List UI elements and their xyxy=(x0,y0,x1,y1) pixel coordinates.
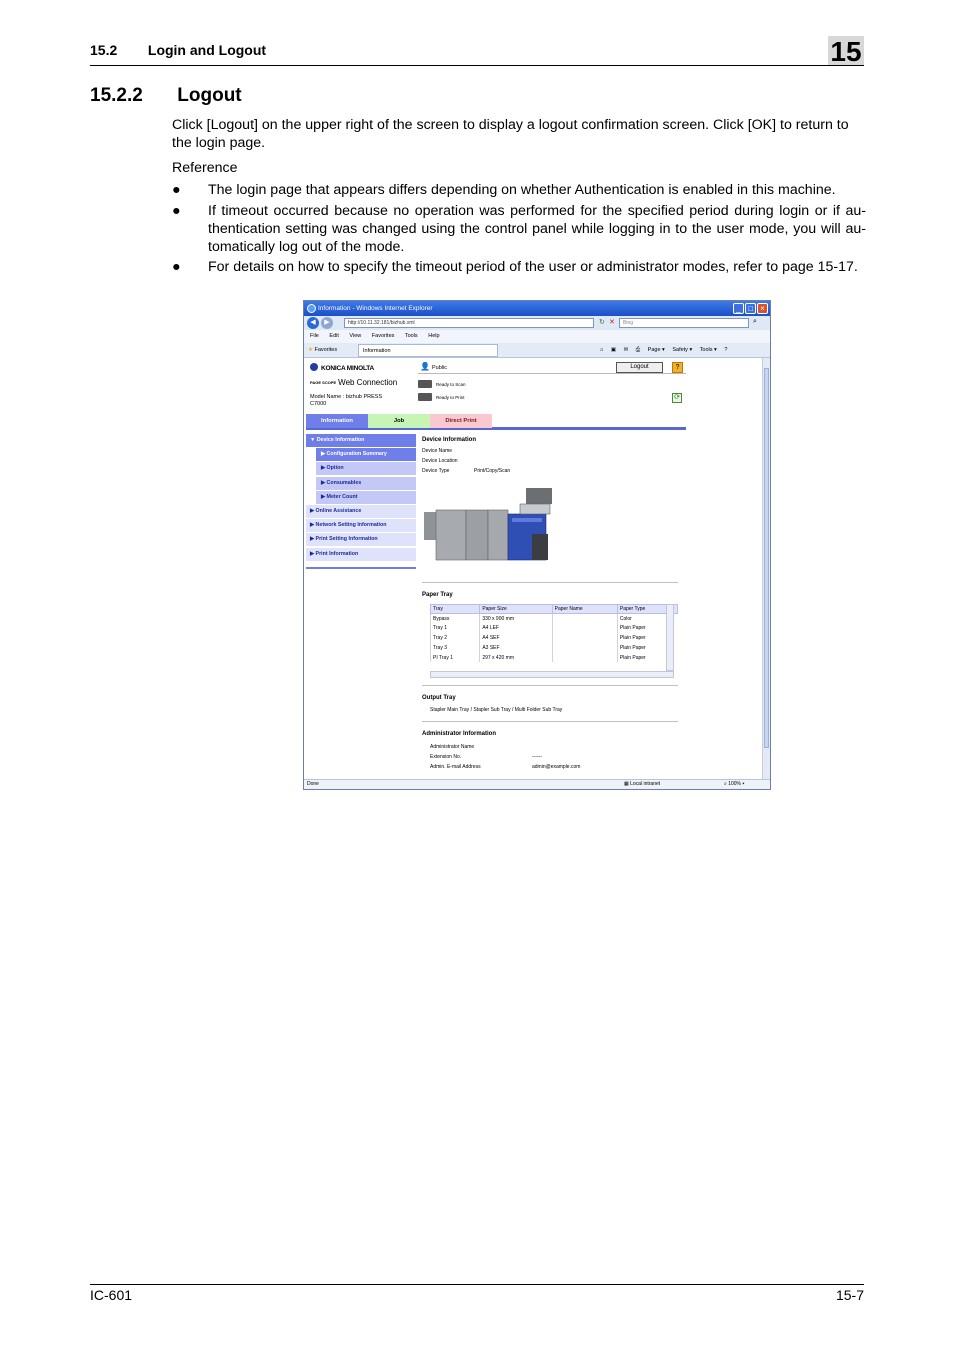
command-bar xyxy=(600,343,733,358)
column-header: Paper Size xyxy=(480,605,552,614)
intro-paragraph: Click [Logout] on the upper right of the screen to display a logout confirmation screen. Click [OK] to return to the login page. xyxy=(172,117,849,151)
admin-extension-row: Extension No. ------ xyxy=(430,754,542,760)
web-page xyxy=(304,358,762,779)
sidebar-item-network-setting[interactable]: ▶ Network Setting Information xyxy=(306,519,416,532)
help-menu[interactable]: ? xyxy=(724,347,728,353)
bullet-icon: ● xyxy=(172,259,181,275)
pagescope-logo: PAGE SCOPE xyxy=(310,380,337,385)
menu-item-view[interactable]: View xyxy=(349,333,362,339)
feeds-icon[interactable]: ▣ xyxy=(610,347,617,353)
menu-item-edit[interactable]: Edit xyxy=(329,333,339,339)
table-row: Tray 3 A3 SEF Plain Paper xyxy=(431,643,678,653)
help-button[interactable]: ? xyxy=(672,362,683,373)
close-icon[interactable]: × xyxy=(757,303,768,314)
url-field[interactable]: http://10.11.32.181/bizhub.xml xyxy=(344,318,594,328)
home-icon[interactable]: ⌂ xyxy=(600,347,604,353)
table-vertical-scrollbar[interactable] xyxy=(666,604,674,671)
brand-logo: KONICA MINOLTA xyxy=(310,363,374,372)
sidebar-item-meter-count[interactable]: ▶ Meter Count xyxy=(316,491,416,504)
zoom-level[interactable]: ⌕ 100% ▾ xyxy=(724,781,745,787)
mail-icon[interactable]: ✉ xyxy=(623,347,629,353)
main-tabs xyxy=(306,414,686,430)
paper-tray-title: Paper Tray xyxy=(422,592,453,598)
stop-icon[interactable]: ✕ xyxy=(609,319,615,326)
chapter-number: 15 xyxy=(828,36,864,66)
sidebar xyxy=(306,434,416,570)
subsection-number: 15.2.2 xyxy=(90,85,143,106)
scanner-icon xyxy=(418,380,432,388)
menu-bar xyxy=(304,330,770,343)
product-name: PAGE SCOPE Web Connection xyxy=(310,378,398,387)
device-name-row: Device Name xyxy=(422,448,453,454)
browser-status-bar xyxy=(304,779,770,789)
menu-item-tools[interactable]: Tools xyxy=(404,333,418,339)
scan-status: Ready to Scan xyxy=(418,380,466,388)
menu-item-favorites[interactable]: Favorites xyxy=(371,333,395,339)
bullet-icon: ● xyxy=(172,202,181,219)
output-tray-title: Output Tray xyxy=(422,695,456,701)
sidebar-item-option[interactable]: ▶ Option xyxy=(316,462,416,475)
reference-list xyxy=(172,181,866,279)
menu-item-file[interactable]: File xyxy=(310,333,319,339)
divider xyxy=(422,685,678,686)
printer-machine-image xyxy=(424,488,558,564)
tab-job[interactable]: Job xyxy=(368,414,430,428)
star-icon: ★ xyxy=(308,347,313,353)
user-name: Public xyxy=(432,365,447,371)
scrollbar-thumb[interactable] xyxy=(764,368,769,748)
table-horizontal-scrollbar[interactable] xyxy=(430,671,674,678)
header-rule xyxy=(90,65,864,66)
forward-icon[interactable]: ▶ xyxy=(321,317,333,329)
logout-button[interactable]: Logout xyxy=(616,362,663,373)
security-zone: ▦ Local intranet xyxy=(624,781,661,787)
footer-rule xyxy=(90,1284,864,1285)
device-type-row: Device Type Print/Copy/Scan xyxy=(422,468,511,474)
status-text: Done xyxy=(307,781,319,787)
favorites-button[interactable]: ★ Favorites xyxy=(308,347,338,353)
divider xyxy=(422,721,678,722)
paper-tray-table xyxy=(430,604,678,662)
admin-info-block xyxy=(430,742,670,772)
back-icon[interactable]: ◀ xyxy=(307,317,319,329)
search-input[interactable]: Bing xyxy=(619,318,749,328)
admin-info-title: Administrator Information xyxy=(422,731,497,737)
table-row: Tray 1 A4 LEF Plain Paper xyxy=(431,623,678,633)
column-header: Paper Name xyxy=(552,605,617,614)
running-header xyxy=(90,42,266,58)
browser-screenshot xyxy=(303,300,771,790)
ie-icon xyxy=(307,304,316,313)
device-info-title: Device Information xyxy=(422,437,477,443)
search-icon[interactable]: ⌕ xyxy=(753,318,757,325)
user-icon: 👤 xyxy=(420,362,430,371)
print-status: Ready to Print xyxy=(418,393,465,401)
favorites-bar xyxy=(304,343,770,358)
address-bar xyxy=(304,316,770,330)
printer-icon xyxy=(418,393,432,401)
list-item: ● The login page that appears differs depending on whether Authentication is enabled in this machine. xyxy=(172,182,836,198)
sidebar-item-print-information[interactable]: ▶ Print Information xyxy=(306,548,416,561)
sidebar-item-configuration-summary[interactable]: ▶ Configuration Summary xyxy=(316,448,416,461)
column-header: Paper Type xyxy=(617,605,677,614)
konica-minolta-logo-icon xyxy=(310,363,318,371)
section-title: Login and Logout xyxy=(147,42,267,58)
refresh-button[interactable]: ⟳ xyxy=(672,393,682,403)
admin-name-row: Administrator Name xyxy=(430,744,475,750)
safety-menu[interactable]: Safety ▾ xyxy=(672,347,693,353)
page-vertical-scrollbar[interactable] xyxy=(762,358,770,779)
subsection-title: Logout xyxy=(177,85,242,106)
tab-direct-print[interactable]: Direct Print xyxy=(430,414,492,428)
admin-email-row: Admin. E-mail Address admin@example.com xyxy=(430,764,581,770)
section-number: 15.2 xyxy=(90,42,118,58)
list-item: ● If timeout occurred because no operation was performed for the specified period during login or if au-thentication setting was changed using the control panel while logging in to the user mode, you will au-tomatically log out of the mode. xyxy=(172,202,866,255)
minimize-icon[interactable]: _ xyxy=(733,303,744,314)
device-location-row: Device Location xyxy=(422,458,458,464)
page-number: 15-7 xyxy=(835,1287,864,1303)
window-title: Information - Windows Internet Explorer xyxy=(318,305,433,312)
intranet-icon: ▦ xyxy=(624,781,629,787)
browser-tab[interactable]: Information xyxy=(358,344,498,357)
maximize-icon[interactable]: □ xyxy=(745,303,756,314)
footer-product: IC-601 xyxy=(90,1287,133,1303)
user-bar xyxy=(418,361,686,374)
sidebar-item-device-information[interactable]: ▼ Device Information xyxy=(306,434,416,447)
bullet-icon: ● xyxy=(172,182,181,198)
model-name: Model Name : bizhub PRESS C7000 xyxy=(310,394,383,407)
window-titlebar xyxy=(304,301,770,316)
output-tray-value: Stapler Main Tray / Stapler Sub Tray / Multi Folder Sub Tray xyxy=(430,707,563,713)
zoom-icon: ⌕ xyxy=(724,781,727,787)
print-icon[interactable]: ⎙ xyxy=(635,347,641,353)
column-header: Tray xyxy=(431,605,480,614)
list-item: ● For details on how to specify the timeout period of the user or administrator modes, refer to page 15-17. xyxy=(172,259,858,275)
tools-menu[interactable]: Tools ▾ xyxy=(699,347,717,353)
subsection-heading xyxy=(90,85,242,107)
table-row: Bypass 330 x 900 mm Color xyxy=(431,614,678,624)
main-panel xyxy=(422,434,678,476)
refresh-icon[interactable]: ↻ xyxy=(599,319,605,326)
sidebar-item-consumables[interactable]: ▶ Consumables xyxy=(316,477,416,490)
sidebar-item-print-setting[interactable]: ▶ Print Setting Information xyxy=(306,533,416,546)
table-row: Tray 2 A4 SEF Plain Paper xyxy=(431,633,678,643)
sidebar-item-online-assistance[interactable]: ▶ Online Assistance xyxy=(306,505,416,518)
tab-information[interactable]: Information xyxy=(306,414,368,428)
sidebar-divider xyxy=(306,567,416,569)
divider xyxy=(422,582,678,583)
page-menu[interactable]: Page ▾ xyxy=(647,347,665,353)
menu-item-help[interactable]: Help xyxy=(428,333,440,339)
table-row: PI Tray 1 297 x 420 mm Plain Paper xyxy=(431,653,678,663)
window-controls xyxy=(733,303,768,314)
reference-label: Reference xyxy=(172,160,238,176)
